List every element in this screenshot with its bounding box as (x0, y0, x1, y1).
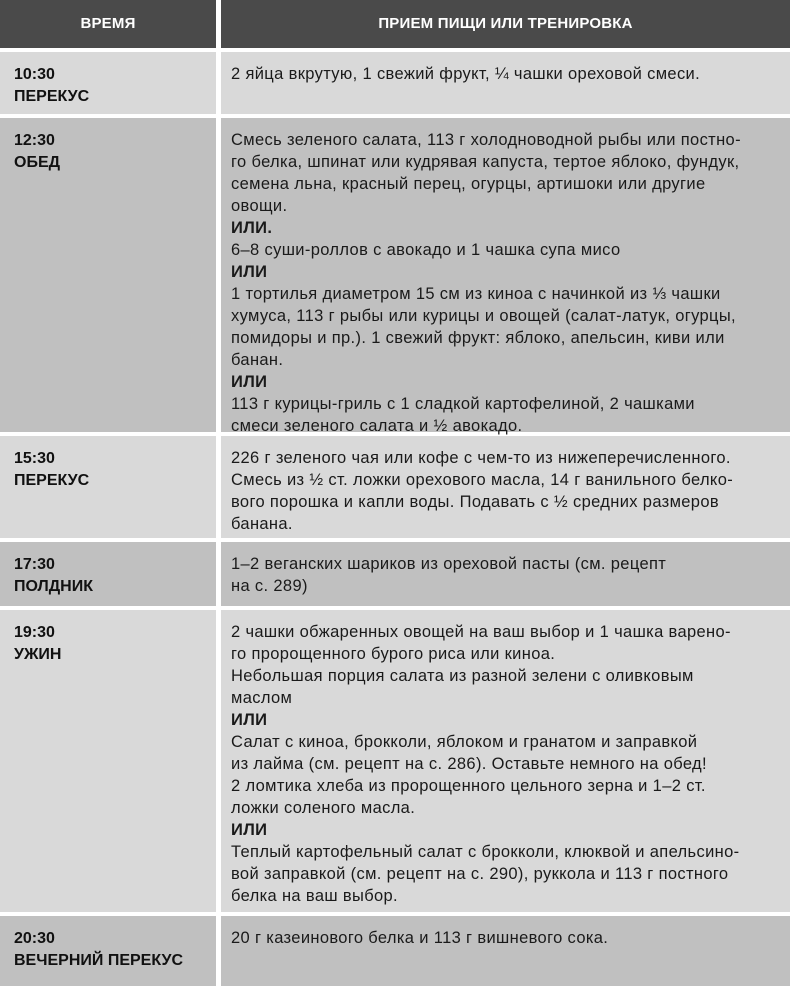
meal-description-line: банана. (231, 515, 293, 533)
meal-cell (221, 118, 790, 435)
time-cell (0, 52, 216, 114)
alternative-separator: ИЛИ. (231, 219, 273, 237)
meal-description-line: 2 ломтика хлеба из пророщенного цельного зерна и 1–2 ст. (231, 777, 706, 795)
meal-description-line: Смесь зеленого салата, 113 г холодноводной рыбы или постно- (231, 131, 741, 149)
time-cell (0, 436, 216, 538)
table-row (0, 916, 790, 986)
alternative-separator: ИЛИ (231, 821, 268, 839)
meal-cell (221, 610, 790, 912)
meal-type-label: ПЕРЕКУС (14, 472, 90, 489)
column-header-time: ВРЕМЯ (0, 0, 216, 48)
meal-description-line: 2 яйца вкрутую, 1 свежий фрукт, ¼ чашки ореховой смеси. (231, 65, 701, 83)
meal-cell (221, 916, 790, 986)
meal-description-line: 2 чашки обжаренных овощей на ваш выбор и 1 чашка варено- (231, 623, 731, 641)
meal-description-line: смеси зеленого салата и ½ авокадо. (231, 417, 523, 435)
time-value: 15:30 (14, 450, 55, 467)
meal-description-line: 20 г казеинового белка и 113 г вишневого сока. (231, 929, 609, 947)
meal-description-line: овощи. (231, 197, 288, 215)
meal-description-line: хумуса, 113 г рыбы или курицы и овощей (салат-латук, огурцы, (231, 307, 736, 325)
table-row (0, 610, 790, 912)
alternative-separator: ИЛИ (231, 263, 268, 281)
meal-cell (221, 436, 790, 538)
time-cell (0, 118, 216, 432)
meal-description-line: 1 тортилья диаметром 15 см из киноа с начинкой из ⅓ чашки (231, 285, 721, 303)
meal-description-line: вой заправкой (см. рецепт на с. 290), руккола и 113 г постного (231, 865, 729, 883)
meal-description-line: помидоры и пр.). 1 свежий фрукт: яблоко, апельсин, киви или (231, 329, 725, 347)
time-value: 19:30 (14, 624, 55, 641)
meal-description-line: ложки соленого масла. (231, 799, 416, 817)
meal-type-label: ПЕРЕКУС (14, 88, 90, 105)
alternative-separator: ИЛИ (231, 711, 268, 729)
table-row (0, 436, 790, 538)
meal-type-label: ОБЕД (14, 154, 61, 171)
meal-type-label: УЖИН (14, 646, 62, 663)
meal-description-line: семена льна, красный перец, огурцы, артишоки или другие (231, 175, 706, 193)
meal-description-line: го пророщенного бурого риса или киноа. (231, 645, 556, 663)
table-row (0, 118, 790, 435)
meal-type-label: ПОЛДНИК (14, 578, 93, 595)
meal-type-label: ВЕЧЕРНИЙ ПЕРЕКУС (14, 952, 183, 969)
table-row (0, 542, 790, 606)
meal-cell (221, 542, 790, 606)
time-value: 17:30 (14, 556, 55, 573)
meal-description-line: 226 г зеленого чая или кофе с чем-то из нижеперечисленного. (231, 449, 731, 467)
meal-description-line: Теплый картофельный салат с брокколи, клюквой и апельсино- (231, 843, 740, 861)
table-header-row (0, 0, 790, 48)
time-value: 12:30 (14, 132, 55, 149)
meal-description-line: го белка, шпинат или кудрявая капуста, тертое яблоко, фундук, (231, 153, 740, 171)
meal-description-line: из лайма (см. рецепт на с. 286). Оставьте немного на обед! (231, 755, 707, 773)
table-row (0, 52, 790, 114)
time-cell (0, 916, 216, 986)
time-value: 20:30 (14, 930, 55, 947)
meal-description-line: 1–2 веганских шариков из ореховой пасты (см. рецепт (231, 555, 667, 573)
meal-description-line: 113 г курицы-гриль с 1 сладкой картофелиной, 2 чашками (231, 395, 695, 413)
meal-description-line: на с. 289) (231, 577, 308, 595)
time-value: 10:30 (14, 66, 55, 83)
meal-description-line: белка на ваш выбор. (231, 887, 398, 905)
meal-description-line: Салат с киноа, брокколи, яблоком и гранатом и заправкой (231, 733, 698, 751)
alternative-separator: ИЛИ (231, 373, 268, 391)
meal-description-line: Небольшая порция салата из разной зелени с оливковым (231, 667, 694, 685)
meal-description-line: маслом (231, 689, 293, 707)
time-cell (0, 542, 216, 606)
meal-description-line: вого порошка и капли воды. Подавать с ½ средних размеров (231, 493, 719, 511)
meal-description-line: банан. (231, 351, 284, 369)
time-cell (0, 610, 216, 912)
meal-description-line: Смесь из ½ ст. ложки орехового масла, 14 г ванильного белко- (231, 471, 734, 489)
meal-description-line: 6–8 суши-роллов с авокадо и 1 чашка супа мисо (231, 241, 621, 259)
meal-cell (221, 52, 790, 114)
column-header-meal: ПРИЕМ ПИЩИ ИЛИ ТРЕНИРОВКА (221, 0, 790, 48)
